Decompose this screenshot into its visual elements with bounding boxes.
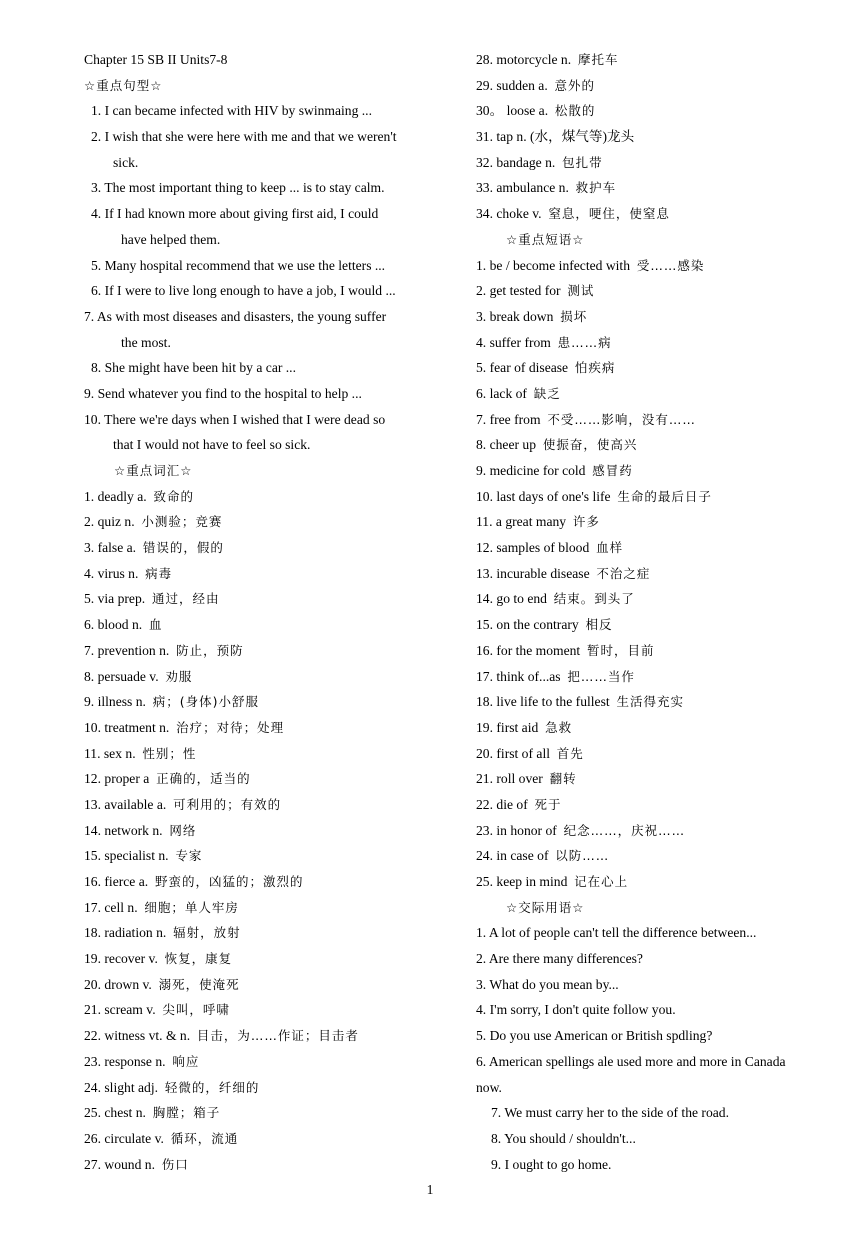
vocab-item-english: 10. treatment n. bbox=[84, 719, 170, 735]
vocab-item-english: 12. proper a bbox=[84, 771, 150, 787]
vocab-item bbox=[476, 201, 846, 227]
phrase-item-chinese: 测试 bbox=[567, 283, 595, 299]
vocab-item-english: 16. fierce a. bbox=[84, 874, 149, 889]
phrase-item-english: 16. for the moment bbox=[476, 642, 581, 658]
phrase-item-english: 4. suffer from bbox=[476, 334, 551, 350]
phrase-item-english: 6. lack of bbox=[476, 385, 527, 401]
expression-line: 1. A lot of people can't tell the difference between... bbox=[476, 925, 757, 941]
phrase-item-chinese: 记在心上 bbox=[574, 874, 629, 889]
sentence-line: 4. If I had known more about giving first aid, I could bbox=[91, 206, 379, 222]
phrase-item bbox=[476, 638, 846, 664]
phrase-item bbox=[476, 484, 846, 510]
vocab-heading: ☆重点词汇☆ bbox=[114, 463, 193, 478]
sentence-line: sick. bbox=[113, 154, 139, 170]
phrase-item-chinese: 受……感染 bbox=[636, 257, 705, 273]
vocab-item bbox=[84, 920, 464, 946]
phrase-item-english: 25. keep in mind bbox=[476, 874, 568, 889]
vocab-item-english: 6. blood n. bbox=[84, 617, 143, 633]
phrase-item-chinese: 急救 bbox=[545, 719, 573, 735]
vocab-item-english: 17. cell n. bbox=[84, 899, 138, 915]
vocab-item-chinese: 野蛮的，凶猛的；激烈的 bbox=[154, 874, 304, 889]
vocab-item bbox=[84, 843, 464, 869]
phrase-item-english: 19. first aid bbox=[476, 719, 539, 735]
phrase-item-chinese: 血样 bbox=[596, 540, 624, 556]
phrase-item bbox=[476, 407, 846, 433]
vocab-item-chinese: 通过，经由 bbox=[151, 591, 220, 607]
phrase-item-english: 9. medicine for cold bbox=[476, 463, 586, 478]
vocab-item-english: 30。 loose a. bbox=[476, 103, 549, 119]
vocab-item-english: 22. witness vt. & n. bbox=[84, 1028, 191, 1044]
phrase-item-english: 2. get tested for bbox=[476, 283, 561, 299]
vocab-item-english: 24. slight adj. bbox=[84, 1079, 159, 1095]
sentence-line: 5. Many hospital recommend that we use the letters ... bbox=[91, 257, 386, 273]
vocab-item-english: 2. quiz n. bbox=[84, 514, 135, 530]
vocab-item-english: 19. recover v. bbox=[84, 951, 158, 967]
vocab-item-english: 34. choke v. bbox=[476, 206, 542, 222]
vocab-item-chinese: 目击，为……作证；目击者 bbox=[196, 1028, 359, 1044]
vocab-item bbox=[476, 73, 846, 99]
vocab-item bbox=[84, 484, 464, 510]
vocab-item bbox=[84, 946, 464, 972]
sentence-line: 8. She might have been hit by a car ... bbox=[91, 360, 296, 376]
vocab-item-chinese: 响应 bbox=[172, 1053, 200, 1069]
phrase-item bbox=[476, 869, 846, 895]
vocab-item-english: 11. sex n. bbox=[84, 745, 136, 761]
vocab-item bbox=[84, 895, 464, 921]
vocab-item-english: 32. bandage n. bbox=[476, 154, 556, 170]
vocab-item-chinese: 胸膛；箱子 bbox=[152, 1105, 221, 1121]
vocab-item-chinese: 救护车 bbox=[575, 180, 617, 196]
vocab-item bbox=[84, 689, 464, 715]
vocab-item-chinese: 错误的，假的 bbox=[142, 540, 224, 556]
phrase-item bbox=[476, 509, 846, 535]
sentence-line: have helped them. bbox=[121, 231, 221, 247]
vocab-item-english: 7. prevention n. bbox=[84, 642, 170, 658]
vocab-item-english: 3. false a. bbox=[84, 540, 137, 556]
phrase-item-english: 1. be / become infected with bbox=[476, 257, 631, 273]
phrase-item bbox=[476, 253, 846, 279]
sentence-line: the most. bbox=[121, 334, 171, 350]
vocab-item-chinese: 细胞；单人牢房 bbox=[144, 899, 239, 915]
vocab-item-chinese: 窒息，哽住，使窒息 bbox=[548, 206, 670, 222]
vocab-item-chinese: 伤口 bbox=[161, 1156, 189, 1172]
left-column bbox=[84, 47, 464, 1177]
vocab-item-chinese: 溺死，使淹死 bbox=[158, 976, 240, 992]
phrase-item-english: 5. fear of disease bbox=[476, 360, 569, 376]
phrase-item-chinese: 生命的最后日子 bbox=[617, 488, 712, 504]
vocab-item bbox=[84, 1075, 464, 1101]
vocab-item-chinese: 轻微的，纤细的 bbox=[164, 1079, 260, 1095]
expression-line: 3. What do you mean by... bbox=[476, 976, 619, 992]
chapter-title: Chapter 15 SB II Units7-8 bbox=[84, 52, 228, 67]
vocab-item-english: 23. response n. bbox=[84, 1053, 166, 1069]
vocab-item-english: 33. ambulance n. bbox=[476, 180, 569, 196]
vocab-item-english: 5. via prep. bbox=[84, 591, 146, 607]
sentence-line: 3. The most important thing to keep ... is to stay calm. bbox=[91, 180, 385, 196]
phrase-item-chinese: 相反 bbox=[585, 617, 613, 633]
phrases-list bbox=[476, 253, 846, 895]
vocab-item bbox=[476, 150, 846, 176]
phrase-item-english: 21. roll over bbox=[476, 771, 543, 787]
phrase-item-english: 22. die of bbox=[476, 796, 528, 812]
vocab-item-chinese: 专家 bbox=[175, 848, 203, 864]
expression-line: 4. I'm sorry, I don't quite follow you. bbox=[476, 1002, 676, 1018]
vocab-item bbox=[84, 766, 464, 792]
vocab-item-chinese: 恢复，康复 bbox=[164, 951, 233, 967]
phrase-item bbox=[476, 304, 846, 330]
vocab-item bbox=[84, 586, 464, 612]
vocab-item-chinese: 摩托车 bbox=[577, 52, 619, 67]
phrase-item-english: 3. break down bbox=[476, 308, 554, 324]
phrase-item-english: 8. cheer up bbox=[476, 437, 537, 453]
sentence-line: that I would not have to feel so sick. bbox=[113, 437, 311, 453]
sentence-line: 7. As with most diseases and disasters, the young suffer bbox=[84, 308, 387, 324]
sentence-line: 1. I can became infected with HIV by swinmaing ... bbox=[91, 103, 372, 119]
phrase-item-chinese: 结束。到头了 bbox=[553, 591, 635, 607]
phrase-item bbox=[476, 612, 846, 638]
phrase-item-english: 17. think of...as bbox=[476, 668, 561, 684]
expression-line: 8. You should / shouldn't... bbox=[491, 1130, 636, 1146]
phrase-item-chinese: 许多 bbox=[572, 514, 600, 530]
vocab-item-english: 26. circulate v. bbox=[84, 1130, 164, 1146]
sentence-line: 9. Send whatever you find to the hospital to help ... bbox=[84, 385, 362, 401]
expression-line: 5. Do you use American or British spdling? bbox=[476, 1028, 713, 1044]
phrases-heading: ☆重点短语☆ bbox=[506, 231, 585, 247]
phrase-item-chinese: 使振奋，使高兴 bbox=[542, 437, 638, 453]
vocab-item bbox=[476, 175, 846, 201]
phrase-item bbox=[476, 561, 846, 587]
vocab-item-chinese: 松散的 bbox=[554, 103, 596, 119]
phrase-item bbox=[476, 818, 846, 844]
phrase-item-english: 10. last days of one's life bbox=[476, 488, 611, 504]
vocab-item-english: 4. virus n. bbox=[84, 565, 139, 581]
vocab-item-chinese: 小测验；竞赛 bbox=[141, 514, 223, 530]
phrase-item-chinese: 生活得充实 bbox=[616, 694, 684, 710]
phrase-item bbox=[476, 586, 846, 612]
vocab-item-chinese: 辐射，放射 bbox=[173, 925, 241, 941]
vocab-list bbox=[84, 484, 464, 1178]
phrase-item-english: 12. samples of blood bbox=[476, 540, 590, 556]
vocab-item bbox=[84, 792, 464, 818]
phrase-item-chinese: 首先 bbox=[556, 745, 584, 761]
vocab-item-english: 9. illness n. bbox=[84, 694, 146, 710]
vocab-item bbox=[84, 509, 464, 535]
phrase-item bbox=[476, 381, 846, 407]
phrase-item bbox=[476, 741, 846, 767]
right-column bbox=[476, 47, 846, 1177]
vocab-item-chinese: 病；(身体)小舒服 bbox=[152, 694, 259, 710]
phrase-item bbox=[476, 330, 846, 356]
phrase-item-chinese: 不受……影响，没有…… bbox=[547, 411, 696, 427]
vocab-item-english: 31. tap n. (水，煤气等)龙头 bbox=[476, 129, 635, 145]
vocab-item bbox=[84, 869, 464, 895]
vocab-item bbox=[84, 535, 464, 561]
phrase-item bbox=[476, 766, 846, 792]
vocab-item-english: 15. specialist n. bbox=[84, 848, 169, 864]
phrase-item-chinese: 翻转 bbox=[549, 771, 577, 787]
expression-line: 6. American spellings ale used more and more in Canada bbox=[476, 1053, 786, 1069]
phrase-item bbox=[476, 458, 846, 484]
vocab-item-english: 25. chest n. bbox=[84, 1105, 146, 1121]
expression-line: 2. Are there many differences? bbox=[476, 951, 643, 967]
expression-line: 9. I ought to go home. bbox=[491, 1156, 612, 1172]
vocab-item bbox=[84, 972, 464, 998]
phrase-item-chinese: 缺乏 bbox=[533, 385, 561, 401]
phrase-item-english: 13. incurable disease bbox=[476, 565, 590, 581]
sentence-line: 6. If I were to live long enough to have a job, I would ... bbox=[91, 283, 396, 299]
vocab-item bbox=[84, 1152, 464, 1178]
phrase-item-chinese: 感冒药 bbox=[592, 463, 633, 478]
vocab-item bbox=[84, 715, 464, 741]
vocab-item-chinese: 性别；性 bbox=[142, 745, 197, 761]
sentence-line: 2. I wish that she were here with me and that we weren't bbox=[91, 129, 397, 145]
phrase-item-chinese: 损坏 bbox=[560, 308, 588, 324]
phrase-item-chinese: 怕疾病 bbox=[574, 360, 616, 376]
phrase-item-chinese: 患……病 bbox=[557, 334, 612, 350]
vocab-item bbox=[84, 612, 464, 638]
vocab-item-chinese: 循环，流通 bbox=[170, 1130, 239, 1146]
vocab-item-chinese: 致命的 bbox=[153, 488, 194, 504]
sentence-line: 10. There we're days when I wished that I were dead so bbox=[84, 411, 386, 427]
phrase-item-chinese: 暂时，目前 bbox=[587, 642, 655, 658]
phrase-item bbox=[476, 689, 846, 715]
vocab-item bbox=[84, 638, 464, 664]
phrase-item bbox=[476, 664, 846, 690]
phrase-item-chinese: 死于 bbox=[534, 796, 562, 812]
vocab-item-chinese: 劝服 bbox=[165, 668, 193, 684]
phrase-item-english: 15. on the contrary bbox=[476, 617, 579, 633]
vocab-item-english: 1. deadly a. bbox=[84, 488, 147, 504]
vocab-item-english: 20. drown v. bbox=[84, 976, 152, 992]
phrase-item bbox=[476, 432, 846, 458]
phrase-item-chinese: 不治之症 bbox=[596, 565, 651, 581]
vocab-item-chinese: 血 bbox=[148, 617, 163, 633]
vocab-item-chinese: 包扎带 bbox=[562, 154, 603, 170]
phrase-item-chinese: 纪念……，庆祝…… bbox=[563, 822, 686, 838]
vocab-item-chinese: 治疗；对待；处理 bbox=[176, 719, 285, 735]
vocab-item bbox=[84, 818, 464, 844]
vocab-item-chinese: 防止，预防 bbox=[176, 642, 244, 658]
expression-line: 7. We must carry her to the side of the road. bbox=[491, 1105, 729, 1121]
phrase-item bbox=[476, 715, 846, 741]
vocab-item bbox=[476, 98, 846, 124]
sentences-heading: ☆重点句型☆ bbox=[84, 77, 163, 93]
expression-line: now. bbox=[476, 1079, 502, 1095]
phrase-item bbox=[476, 355, 846, 381]
vocab-item bbox=[476, 124, 846, 150]
vocab-item bbox=[84, 561, 464, 587]
vocab-item-chinese: 网络 bbox=[169, 822, 197, 838]
phrase-item-english: 11. a great many bbox=[476, 514, 567, 530]
phrase-item-english: 7. free from bbox=[476, 411, 541, 427]
vocab-item bbox=[84, 1023, 464, 1049]
phrase-item-english: 14. go to end bbox=[476, 591, 547, 607]
vocab-item-chinese: 意外的 bbox=[554, 77, 596, 93]
phrase-item-chinese: 以防…… bbox=[555, 848, 610, 864]
vocab-item bbox=[84, 664, 464, 690]
vocab-item-chinese: 正确的，适当的 bbox=[156, 771, 251, 787]
vocab-item bbox=[84, 1049, 464, 1075]
phrase-item-chinese: 把……当作 bbox=[567, 668, 635, 684]
vocab-item-english: 13. available a. bbox=[84, 796, 167, 812]
vocab-item-english: 8. persuade v. bbox=[84, 668, 159, 684]
vocab-item bbox=[476, 47, 846, 73]
vocab-item-chinese: 可利用的；有效的 bbox=[173, 796, 282, 812]
phrase-item-english: 20. first of all bbox=[476, 745, 550, 761]
phrase-item bbox=[476, 792, 846, 818]
phrase-item-english: 24. in case of bbox=[476, 848, 549, 864]
vocab-item-chinese: 病毒 bbox=[145, 565, 173, 581]
vocab-item-english: 14. network n. bbox=[84, 822, 163, 838]
phrase-item bbox=[476, 278, 846, 304]
vocab-item-english: 27. wound n. bbox=[84, 1156, 155, 1172]
phrase-item bbox=[476, 843, 846, 869]
vocab-list-continued bbox=[476, 47, 846, 227]
phrase-item bbox=[476, 535, 846, 561]
vocab-item-english: 29. sudden a. bbox=[476, 77, 548, 93]
vocab-item bbox=[84, 997, 464, 1023]
phrase-item-english: 23. in honor of bbox=[476, 822, 557, 838]
vocab-item-chinese: 尖叫，呼啸 bbox=[162, 1002, 230, 1018]
expressions-heading: ☆交际用语☆ bbox=[506, 899, 585, 915]
page-number: 1 bbox=[426, 1182, 434, 1197]
vocab-item-english: 28. motorcycle n. bbox=[476, 52, 572, 67]
vocab-item-english: 21. scream v. bbox=[84, 1002, 156, 1018]
phrase-item-english: 18. live life to the fullest bbox=[476, 694, 610, 710]
vocab-item-english: 18. radiation n. bbox=[84, 925, 167, 941]
vocab-item bbox=[84, 741, 464, 767]
vocab-item bbox=[84, 1100, 464, 1126]
vocab-item bbox=[84, 1126, 464, 1152]
